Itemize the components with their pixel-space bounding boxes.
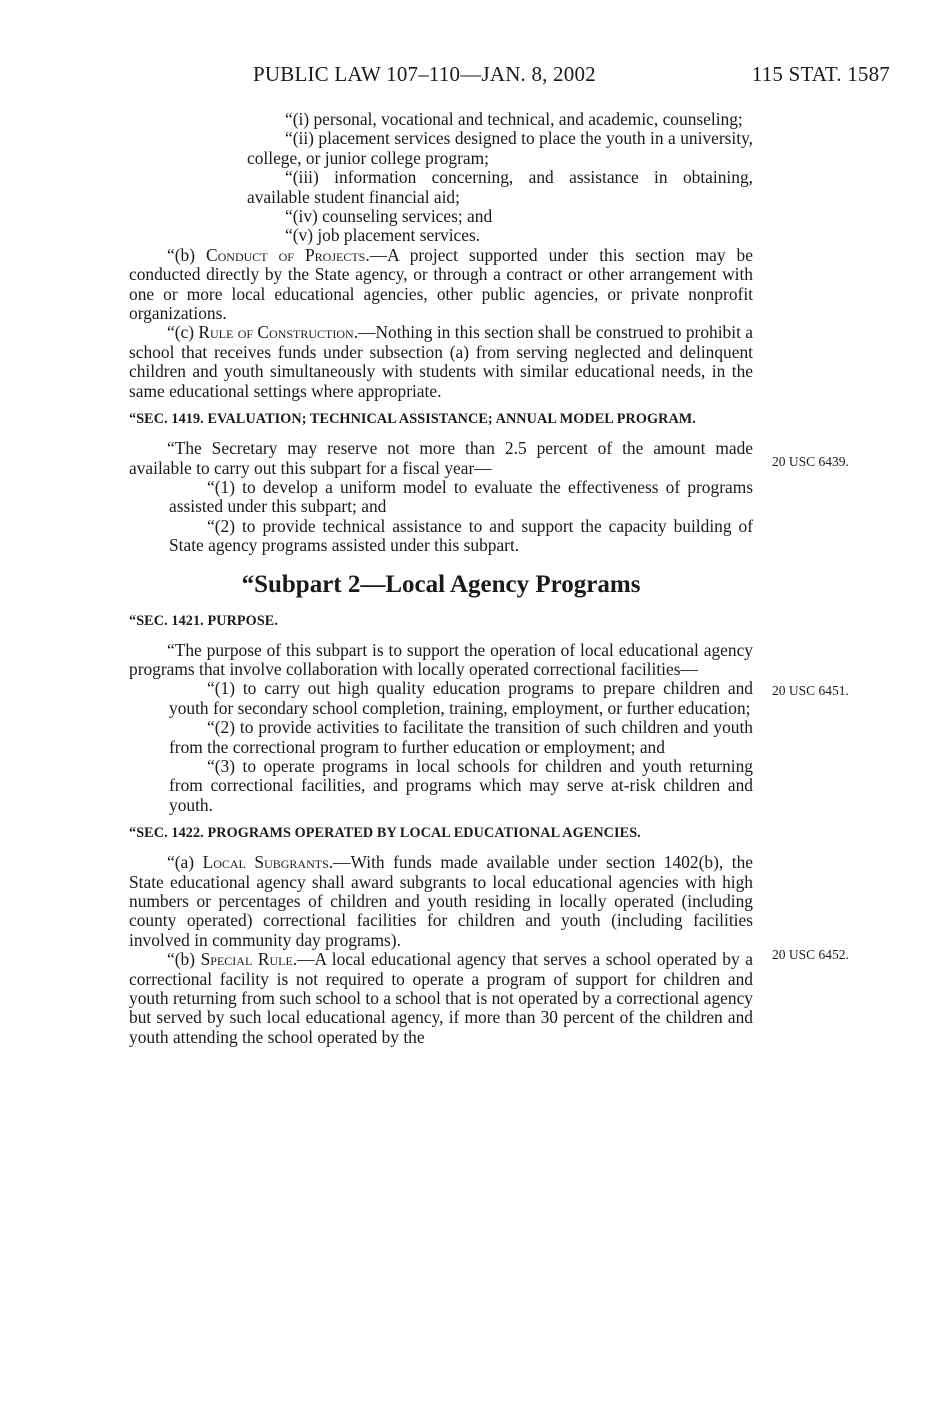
list-item: “(i) personal, vocational and technical, and academic, counseling; (285, 109, 743, 129)
list-item: “(ii) placement services designed to place the youth in a university, college, or junior college program; (247, 128, 753, 168)
list-item: “(3) to operate programs in local schools for children and youth returning from correctional facilities, and programs which may serve at-risk children and youth. (169, 755, 753, 815)
list-item: “(1) to carry out high quality education programs to prepare children and youth for secondary school completion, training, employment, or further education; (169, 678, 753, 718)
para-text: —A local educational agency that serves a school operated by a correctional facility is not required to operate a program of support for children and youth returning from such school to a school that is not operated by a correctional agency but served by such local educational agency, if more than 30 percent of the children and youth attending the school operated by the (129, 949, 753, 1047)
list-item: “(2) to provide activities to facilitate the transition of such children and youth from the correctional program to further education or employment; and (169, 717, 753, 757)
para-heading: Rule of Construction. (198, 322, 359, 343)
para-text: —With funds made available under section 1402(b), the State educational agency shall award subgrants to local educational agencies with high numbers or percentages of children and youth residing in locally operated (including county operated) correctional facilities for children and youth (including facilities involved in community day programs). (129, 852, 753, 950)
paragraph-b (129, 950, 753, 1047)
paragraph-c (129, 323, 753, 401)
body-text (129, 110, 753, 1047)
paragraph-b (129, 246, 753, 324)
list-item: “(1) to develop a uniform model to evaluate the effectiveness of programs assisted under this subpart; and (169, 476, 753, 517)
list-item: “(v) job placement services. (285, 225, 481, 246)
para-text: —A project supported under this section may be conducted directly by the State agency, or through a contract or other arrangement with one or more local educational agencies, other public agencies, or private nonprofit organizations. (129, 244, 753, 324)
section-heading: “SEC. 1421. PURPOSE. (129, 612, 279, 629)
section-intro: “The purpose of this subpart is to support the operation of local educational agency programs that involve collaboration with locally operated correctional facilities— (129, 639, 753, 679)
para-lead: “(b) (167, 949, 201, 970)
section-heading: “SEC. 1419. EVALUATION; TECHNICAL ASSISTANCE; ANNUAL MODEL PROGRAM. (129, 411, 696, 428)
section-intro: “The Secretary may reserve not more than 2.5 percent of the amount made available to carry out this subpart for a fiscal year— (129, 438, 753, 478)
subpart-title: “Subpart 2—Local Agency Programs (241, 570, 641, 598)
list-item: “(2) to provide technical assistance to and support the capacity building of State agency programs assisted under this subpart. (169, 515, 753, 556)
usc-citation: 20 USC 6452. (772, 947, 849, 962)
para-heading: Special Rule. (200, 949, 298, 970)
paragraph-a (129, 853, 753, 950)
running-head: PUBLIC LAW 107–110—JAN. 8, 2002 (253, 62, 596, 86)
section-heading: “SEC. 1422. PROGRAMS OPERATED BY LOCAL EDUCATIONAL AGENCIES. (129, 825, 641, 842)
list-item: “(iv) counseling services; and (285, 206, 493, 227)
para-lead: “(b) (167, 244, 207, 265)
para-text: —Nothing in this section shall be construed to prohibit a school that receives funds under subsection (a) from serving neglected and delinquent children and youth simultaneously with students with similar educational needs, in the same educational settings where appropriate. (129, 322, 753, 401)
usc-citation: 20 USC 6451. (772, 683, 849, 698)
page-stat: 115 STAT. 1587 (751, 62, 890, 86)
usc-citation: 20 USC 6439. (772, 454, 849, 469)
para-heading: Local Subgrants. (202, 852, 334, 873)
para-lead: “(c) (167, 322, 199, 343)
list-item: “(iii) information concerning, and assistance in obtaining, available student financial aid; (247, 167, 753, 207)
para-heading: Conduct of Projects. (206, 244, 370, 265)
para-lead: “(a) (167, 852, 203, 873)
